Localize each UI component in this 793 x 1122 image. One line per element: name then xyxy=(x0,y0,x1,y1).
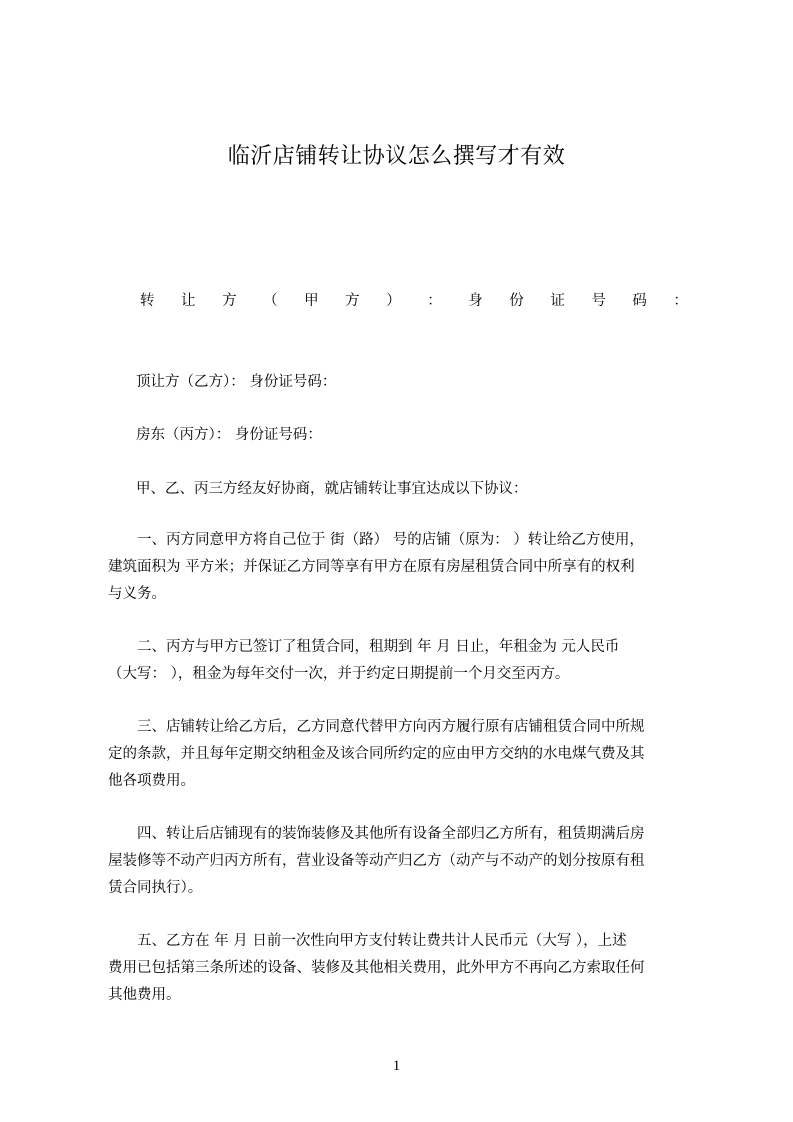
clause-line: 二、丙方与甲方已签订了租赁合同，租期到 年 月 日止，年租金为 元人民币 xyxy=(137,639,620,655)
clause-line: 定的条款，并且每年定期交纳租金及该合同所约定的应由甲方交纳的水电煤气费及其 xyxy=(108,746,645,762)
transferor-char: 号 xyxy=(591,293,606,309)
clause-4 xyxy=(108,821,700,902)
clause-2 xyxy=(108,634,700,688)
clause-line: 一、丙方同意甲方将自己位于 街（路） 号的店铺（原为： ）转让给乙方使用， xyxy=(137,532,644,548)
intro-line: 甲、乙、丙三方经友好协商，就店铺转让事宜达成以下协议： xyxy=(136,481,528,497)
transferee-line: 顶让方（乙方）： 身份证号码： xyxy=(136,374,337,390)
transferor-char: 身 xyxy=(468,293,483,309)
transferor-char: 方 xyxy=(222,293,237,309)
transferor-char: ） xyxy=(386,293,401,309)
clause-line: 三、店铺转让给乙方后，乙方同意代替甲方向丙方履行原有店铺租赁合同中所规 xyxy=(137,719,645,735)
transferor-char: 甲 xyxy=(304,293,319,309)
clause-line: 与义务。 xyxy=(108,586,166,602)
page-number: 1 xyxy=(392,1058,401,1074)
transferor-char: 份 xyxy=(509,293,524,309)
transferor-char: （ xyxy=(263,293,278,309)
transferor-char: 证 xyxy=(550,293,565,309)
clause-1 xyxy=(108,527,700,608)
clause-line: 屋装修等不动产归丙方所有，营业设备等动产归乙方（动产与不动产的划分按原有租 xyxy=(108,853,645,869)
clause-line: 建筑面积为 平方米；并保证乙方同等享有甲方在原有房屋租赁合同中所享有的权利 xyxy=(108,559,635,575)
clause-line: 其他费用。 xyxy=(108,987,181,1003)
clause-3 xyxy=(108,714,700,795)
transferor-char: 让 xyxy=(181,293,196,309)
transferor-line xyxy=(140,291,688,311)
transferor-char: 码 xyxy=(632,293,647,309)
transferor-char: ： xyxy=(427,293,442,309)
clause-line: 他各项费用。 xyxy=(108,773,195,789)
clause-line: （大写： ），租金为每年交付一次，并于约定日期提前一个月交至丙方。 xyxy=(108,666,570,682)
clause-line: 赁合同执行）。 xyxy=(108,880,203,896)
clause-line: 四、转让后店铺现有的装饰装修及其他所有设备全部归乙方所有，租赁期满后房 xyxy=(137,826,645,842)
clause-line: 五、乙方在 年 月 日前一次性向甲方支付转让费共计人民币元（大写 ），上述 xyxy=(137,933,627,949)
landlord-line: 房东（丙方）： 身份证号码： xyxy=(136,427,322,443)
document-title: 临沂店铺转让协议怎么撰写才有效 xyxy=(227,144,566,169)
clause-5 xyxy=(108,928,700,1009)
clause-line: 费用已包括第三条所述的设备、装修及其他相关费用，此外甲方不再向乙方索取任何 xyxy=(108,960,645,976)
transferor-char: ： xyxy=(673,293,688,309)
transferor-char: 转 xyxy=(140,293,155,309)
transferor-char: 方 xyxy=(345,293,360,309)
